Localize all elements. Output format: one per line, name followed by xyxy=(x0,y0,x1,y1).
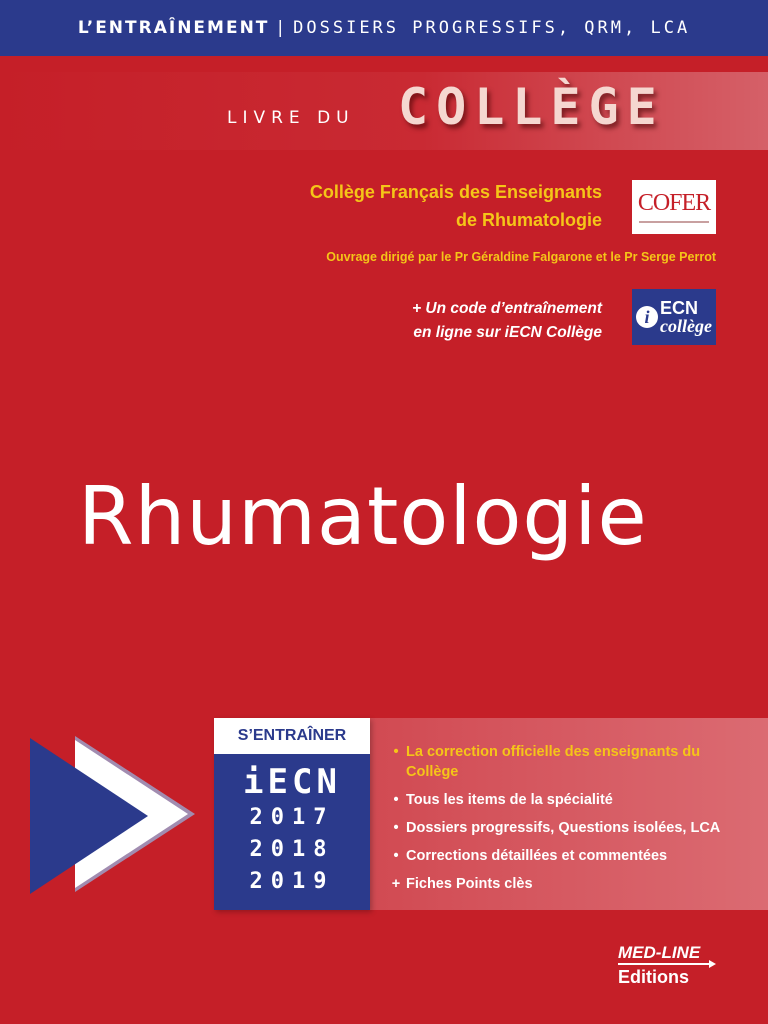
feature-text: Tous les items de la spécialité xyxy=(406,792,613,808)
feature-item xyxy=(386,874,756,894)
online-code-line1: + Un code d’entraînement xyxy=(412,300,602,317)
series-banner xyxy=(0,0,768,56)
feature-item xyxy=(386,742,756,782)
exam-year: 2017 xyxy=(249,805,335,830)
feature-item xyxy=(386,790,756,810)
feature-text: La correction officielle des enseignants du Collège xyxy=(406,744,701,780)
plus-icon: + xyxy=(391,876,401,892)
bullet-icon: • xyxy=(393,744,399,760)
bullet-icon: • xyxy=(393,848,399,864)
cofer-logo-subline xyxy=(639,221,709,223)
iecn-logo-top: ECN xyxy=(660,298,699,318)
editorial-direction: Ouvrage dirigé par le Pr Géraldine Falgarone et le Pr Serge Perrot xyxy=(326,250,716,264)
online-code-text xyxy=(412,297,602,345)
feature-item xyxy=(386,818,756,838)
cofer-logo-text: COFER xyxy=(637,190,711,216)
exam-name: iECN xyxy=(243,762,341,802)
series-separator: | xyxy=(277,18,286,38)
publisher-arrow-icon xyxy=(618,963,710,965)
cofer-logo xyxy=(632,180,716,234)
feature-text: Fiches Points clès xyxy=(406,876,533,892)
exam-box-label: S’ENTRAÎNER xyxy=(237,727,347,744)
publisher-name: MED-LINE xyxy=(618,943,701,962)
collection-name: COLLÈGE xyxy=(398,78,665,136)
feature-text: Dossiers progressifs, Questions isolées, LCA xyxy=(406,820,721,836)
double-arrow-icon xyxy=(30,736,200,896)
exam-year: 2018 xyxy=(249,837,335,862)
series-contents: DOSSIERS PROGRESSIFS, QRM, LCA xyxy=(293,18,691,38)
editor-name-line2: de Rhumatologie xyxy=(455,210,602,230)
online-code-line2: en ligne sur iECN Collège xyxy=(413,324,602,341)
collection-prefix: LIVRE DU xyxy=(227,108,355,128)
iecn-logo-bottom: collège xyxy=(660,316,712,336)
feature-text: Corrections détaillées et commentées xyxy=(406,848,668,864)
features-list xyxy=(386,742,756,902)
feature-item xyxy=(386,846,756,866)
exam-year: 2019 xyxy=(249,869,335,894)
editor-name-line1: Collège Français des Enseignants xyxy=(309,182,602,202)
iecn-college-logo xyxy=(632,289,716,345)
bullet-icon: • xyxy=(393,792,399,808)
exam-box xyxy=(214,718,370,910)
book-title: Rhumatologie xyxy=(78,470,648,563)
bullet-icon: • xyxy=(393,820,399,836)
exam-box-body xyxy=(214,754,370,910)
series-label: L’ENTRAÎNEMENT xyxy=(77,18,270,38)
publisher-logo xyxy=(618,944,718,988)
editor-name xyxy=(310,178,602,234)
publisher-subname: Editions xyxy=(618,967,689,987)
iecn-logo-i: i xyxy=(636,306,658,328)
